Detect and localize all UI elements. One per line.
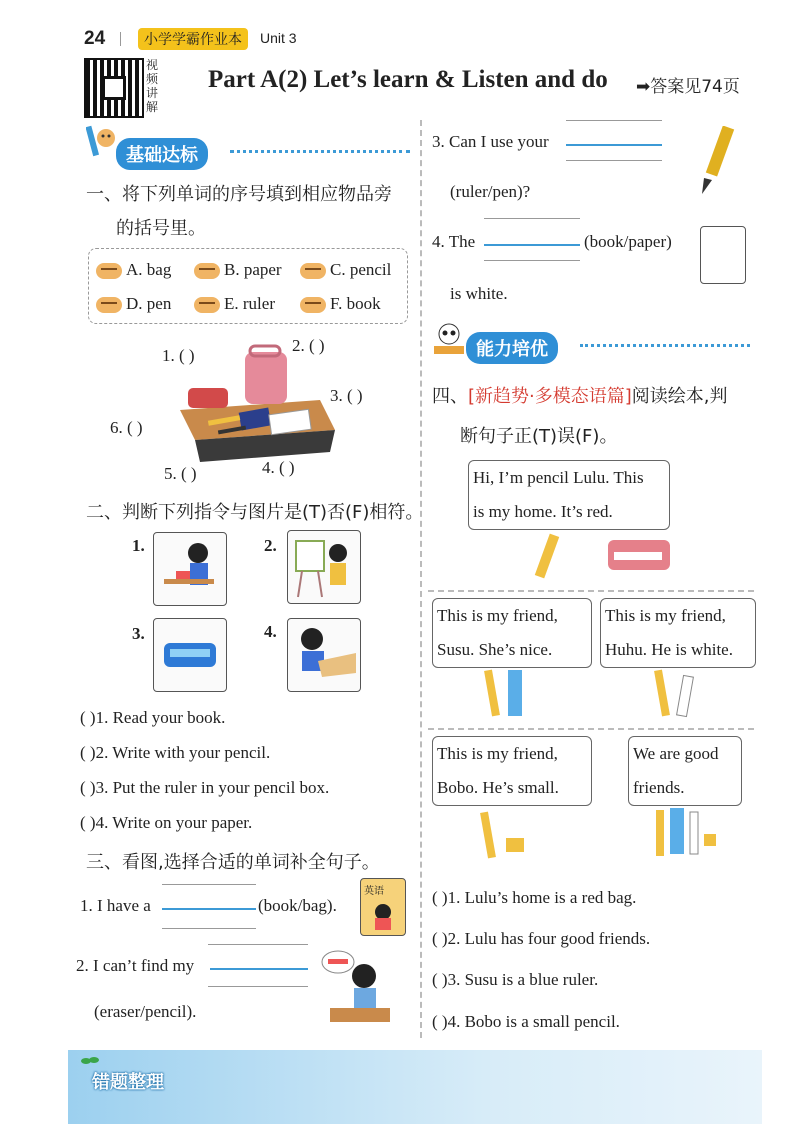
speech-bubble-5: We are good friends. (628, 736, 742, 806)
pic-number-4: 4. (264, 622, 277, 641)
tiger-icon (194, 297, 220, 313)
option-d: D. pen (96, 294, 171, 314)
q1-heading: 一、将下列单词的序号填到相应物品旁 (86, 184, 392, 205)
q3-s1-prefix: 1. I have a (80, 896, 151, 915)
q2-item-4: ( )4. Write on your paper. (80, 813, 253, 832)
q4-heading: 四、[新趋势·多模态语篇]阅读绘本,判 (432, 386, 728, 407)
answer-blank-2[interactable] (210, 968, 308, 970)
tiger-icon (96, 297, 122, 313)
option-e: E. ruler (194, 294, 275, 314)
mistake-review-label: 错题整理 (92, 1072, 164, 1093)
mistake-review-area (68, 1050, 762, 1124)
section-dots (230, 150, 410, 153)
tiger-icon (96, 263, 122, 279)
label-2[interactable]: 2. ( ) (292, 336, 325, 355)
q4-item-4: ( )4. Bobo is a small pencil. (432, 1012, 620, 1031)
tiger-icon (300, 263, 326, 279)
pic-girl-writing (287, 618, 361, 692)
label-1[interactable]: 1. ( ) (162, 346, 195, 365)
group-of-friends (650, 804, 720, 860)
pic-boy-reading (153, 532, 227, 606)
page-title: Part A(2) Let’s learn & Listen and do (208, 66, 608, 93)
section-title-advanced: 能力培优 (466, 332, 558, 364)
speech-bubble-2: This is my friend, Susu. She’s nice. (432, 598, 592, 668)
section-title-basic: 基础达标 (116, 138, 208, 170)
header-divider (120, 32, 121, 46)
option-b: B. paper (194, 260, 282, 280)
panda-reading-icon (430, 322, 468, 358)
label-3[interactable]: 3. ( ) (330, 386, 363, 405)
pencil-lulu-and-case (530, 530, 680, 586)
english-book-image: 英语 (360, 878, 406, 936)
tiger-icon (300, 297, 326, 313)
pencil-and-ruler-characters (480, 666, 540, 722)
pic-number-3: 3. (132, 624, 145, 643)
page-number: 24 (84, 28, 106, 49)
q2-item-3: ( )3. Put the ruler in your pencil box. (80, 778, 330, 797)
answer-blank-3[interactable] (566, 144, 662, 146)
panel-divider (428, 590, 754, 592)
q2-heading: 二、判断下列指令与图片是(T)否(F)相符。 (86, 502, 424, 523)
q3-s4-options: (book/paper) (584, 232, 672, 251)
q4-item-1: ( )1. Lulu’s home is a red bag. (432, 888, 637, 907)
qr-code-icon[interactable] (84, 58, 144, 118)
pic-number-2: 2. (264, 536, 277, 555)
writing-line (208, 986, 308, 987)
writing-line (484, 218, 580, 219)
cat-pencil-icon (86, 124, 116, 160)
writing-line (162, 928, 256, 929)
option-a: A. bag (96, 260, 171, 280)
writing-line (484, 260, 580, 261)
q3-s1-options: (book/bag). (258, 896, 337, 915)
q3-s3-prefix: 3. Can I use your (432, 132, 549, 151)
q4-item-2: ( )2. Lulu has four good friends. (432, 929, 651, 948)
unit-label: Unit 3 (260, 30, 297, 46)
writing-line (208, 944, 308, 945)
answer-reference: ➡答案见74页 (636, 77, 740, 97)
speech-bubble-1: Hi, I’m pencil Lulu. This is my home. It’s red. (468, 460, 670, 530)
q2-item-1: ( )1. Read your book. (80, 708, 226, 727)
column-divider (420, 120, 423, 1038)
leaf-icon (80, 1054, 100, 1068)
q3-s2-options: (eraser/pencil). (94, 1002, 197, 1021)
section-dots (580, 344, 750, 347)
panel-divider (428, 728, 754, 730)
option-c: C. pencil (300, 260, 391, 280)
speech-bubble-4: This is my friend, Bobo. He’s small. (432, 736, 592, 806)
writing-line (566, 120, 662, 121)
answer-blank-1[interactable] (162, 908, 256, 910)
fountain-pen-image (694, 126, 744, 196)
pic-boy-painting (287, 530, 361, 604)
series-tag: 小学学霸作业本 (138, 28, 248, 50)
pic-number-1: 1. (132, 536, 145, 555)
pic-pencil-box (153, 618, 227, 692)
q3-s4-prefix: 4. The (432, 232, 476, 251)
q2-item-2: ( )2. Write with your pencil. (80, 743, 271, 762)
label-4[interactable]: 4. ( ) (262, 458, 295, 477)
q3-s3-options: (ruler/pen)? (450, 182, 531, 201)
label-6[interactable]: 6. ( ) (110, 418, 143, 437)
answer-blank-4[interactable] (484, 244, 580, 246)
speech-bubble-3: This is my friend, Huhu. He is white. (600, 598, 756, 668)
q3-heading: 三、看图,选择合适的单词补全句子。 (86, 852, 380, 873)
q4-item-3: ( )3. Susu is a blue ruler. (432, 970, 599, 989)
pencil-and-eraser-characters (650, 666, 710, 722)
desk-illustration (170, 340, 340, 470)
pencil-and-sharpener-characters (476, 808, 536, 864)
q3-s4-suffix: is white. (450, 284, 508, 303)
q3-s2-prefix: 2. I can’t find my (76, 956, 195, 975)
q1-heading-cont: 的括号里。 (116, 218, 206, 239)
label-5[interactable]: 5. ( ) (164, 464, 197, 483)
video-label: 视频讲解 (146, 58, 159, 114)
q4-heading-cont: 断句子正(T)误(F)。 (460, 426, 618, 447)
boy-searching-illustration (320, 946, 404, 1030)
option-f: F. book (300, 294, 381, 314)
writing-line (162, 884, 256, 885)
paper-sheet-image (700, 226, 746, 284)
writing-line (566, 160, 662, 161)
tiger-icon (194, 263, 220, 279)
